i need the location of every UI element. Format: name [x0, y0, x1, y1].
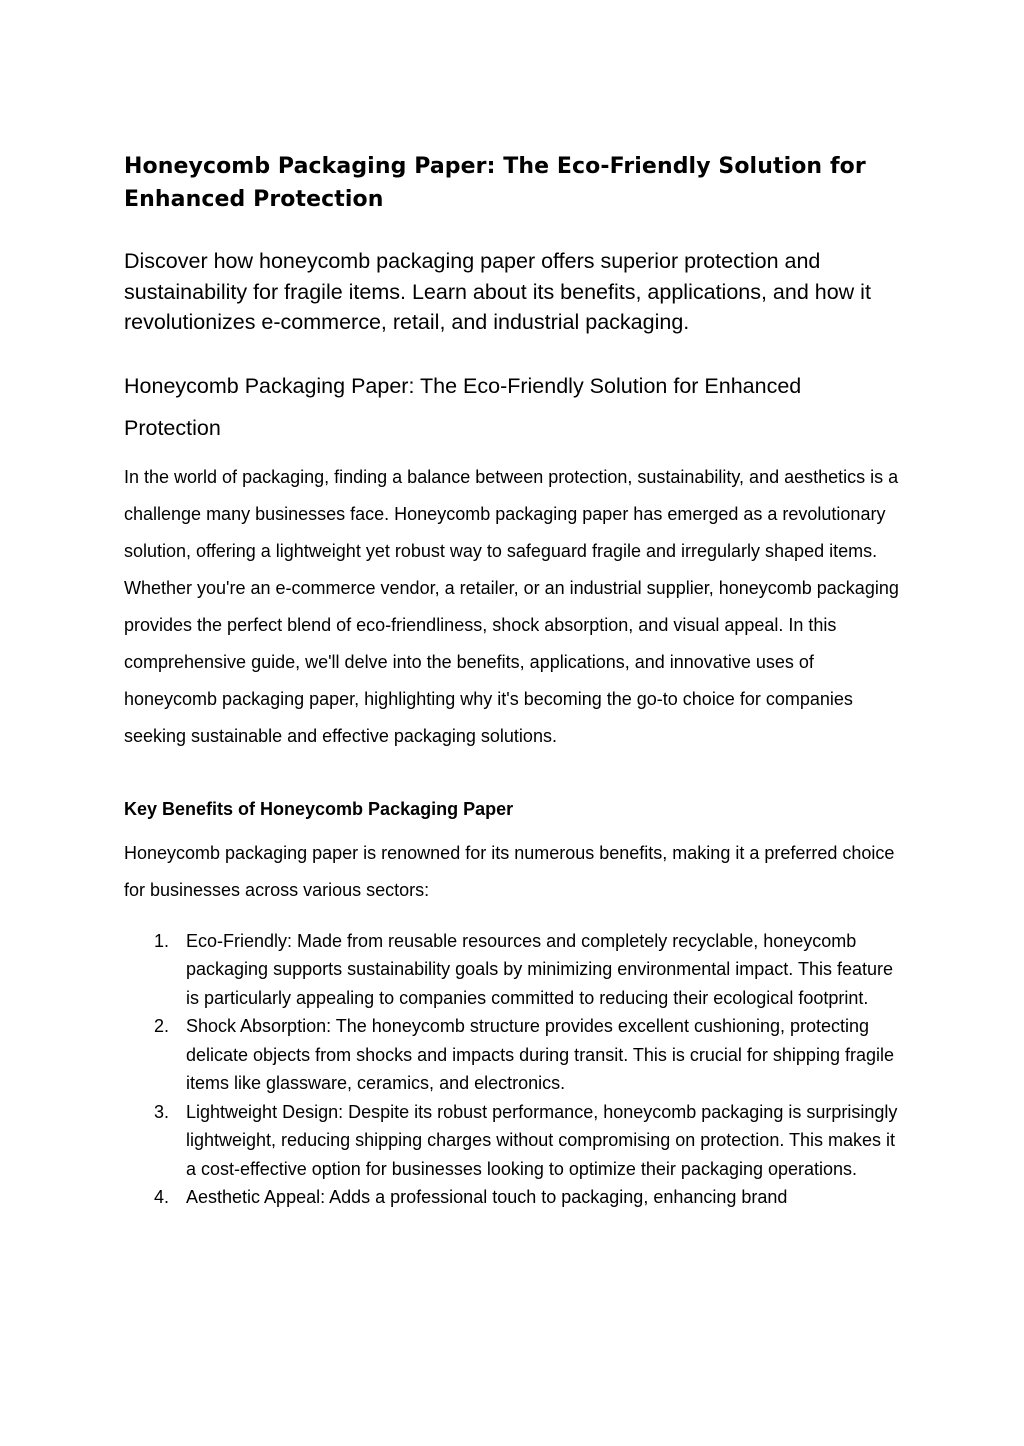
benefit-number: 4.	[154, 1187, 170, 1207]
benefit-number: 1.	[154, 930, 170, 951]
benefit-number: 2.	[154, 1016, 170, 1036]
benefit-text: Aesthetic Appeal: Adds a professional touch to packaging, enhancing brand	[186, 1187, 788, 1207]
document-title: Honeycomb Packaging Paper: The Eco-Friendly Solution for Enhanced Protection	[124, 154, 866, 212]
intro-paragraph: In the world of packaging, finding a balance between protection, sustainability, and aesthetics is a challenge many businesses face. Honeycomb packaging paper has emerged as a revolutionary solution, offering a lightweight yet robust way to safeguard fragile and irregularly shaped items. Whether you're an e-commerce vendor, a retailer, or an industrial supplier, honeycomb packaging provides the perfect blend of eco-friendliness, shock absorption, and visual appeal. In this comprehensive guide, we'll delve into the benefits, applications, and innovative uses of honeycomb packaging paper, highlighting why it's becoming the go-to choice for companies seeking sustainable and effective packaging solutions.	[124, 466, 899, 746]
benefit-number: 3.	[154, 1101, 170, 1122]
section-title: Honeycomb Packaging Paper: The Eco-Friendly Solution for Enhanced Protection	[124, 373, 802, 440]
benefit-item-eco-friendly	[124, 927, 899, 1013]
benefit-item-lightweight-design	[124, 1098, 899, 1184]
benefit-item-aesthetic-appeal	[124, 1183, 899, 1212]
document-summary: Discover how honeycomb packaging paper offers superior protection and sustainability for fragile items. Learn about its benefits, applications, and how it revolutionizes e-commerce, retail, and industrial packaging.	[124, 249, 871, 334]
benefits-heading: Key Benefits of Honeycomb Packaging Paper	[124, 798, 514, 819]
benefits-lead-paragraph: Honeycomb packaging paper is renowned for its numerous benefits, making it a preferred choice for businesses across various sectors:	[124, 842, 895, 900]
benefits-list	[124, 927, 899, 1212]
benefit-item-shock-absorption	[124, 1012, 899, 1098]
document-page	[124, 150, 899, 1212]
benefit-text: Eco-Friendly: Made from reusable resources and completely recyclable, honeycomb packaging supports sustainability goals by minimizing environmental impact. This feature is particularly appealing to companies committed to reducing their ecological footprint.	[186, 930, 894, 1008]
benefit-text: Shock Absorption: The honeycomb structure provides excellent cushioning, protecting delicate objects from shocks and impacts during transit. This is crucial for shipping fragile items like glassware, ceramics, and electronics.	[186, 1016, 894, 1093]
benefit-text: Lightweight Design: Despite its robust performance, honeycomb packaging is surprisingly lightweight, reducing shipping charges without compromising on protection. This makes it a cost-effective option for businesses looking to optimize their packaging operations.	[186, 1101, 898, 1179]
